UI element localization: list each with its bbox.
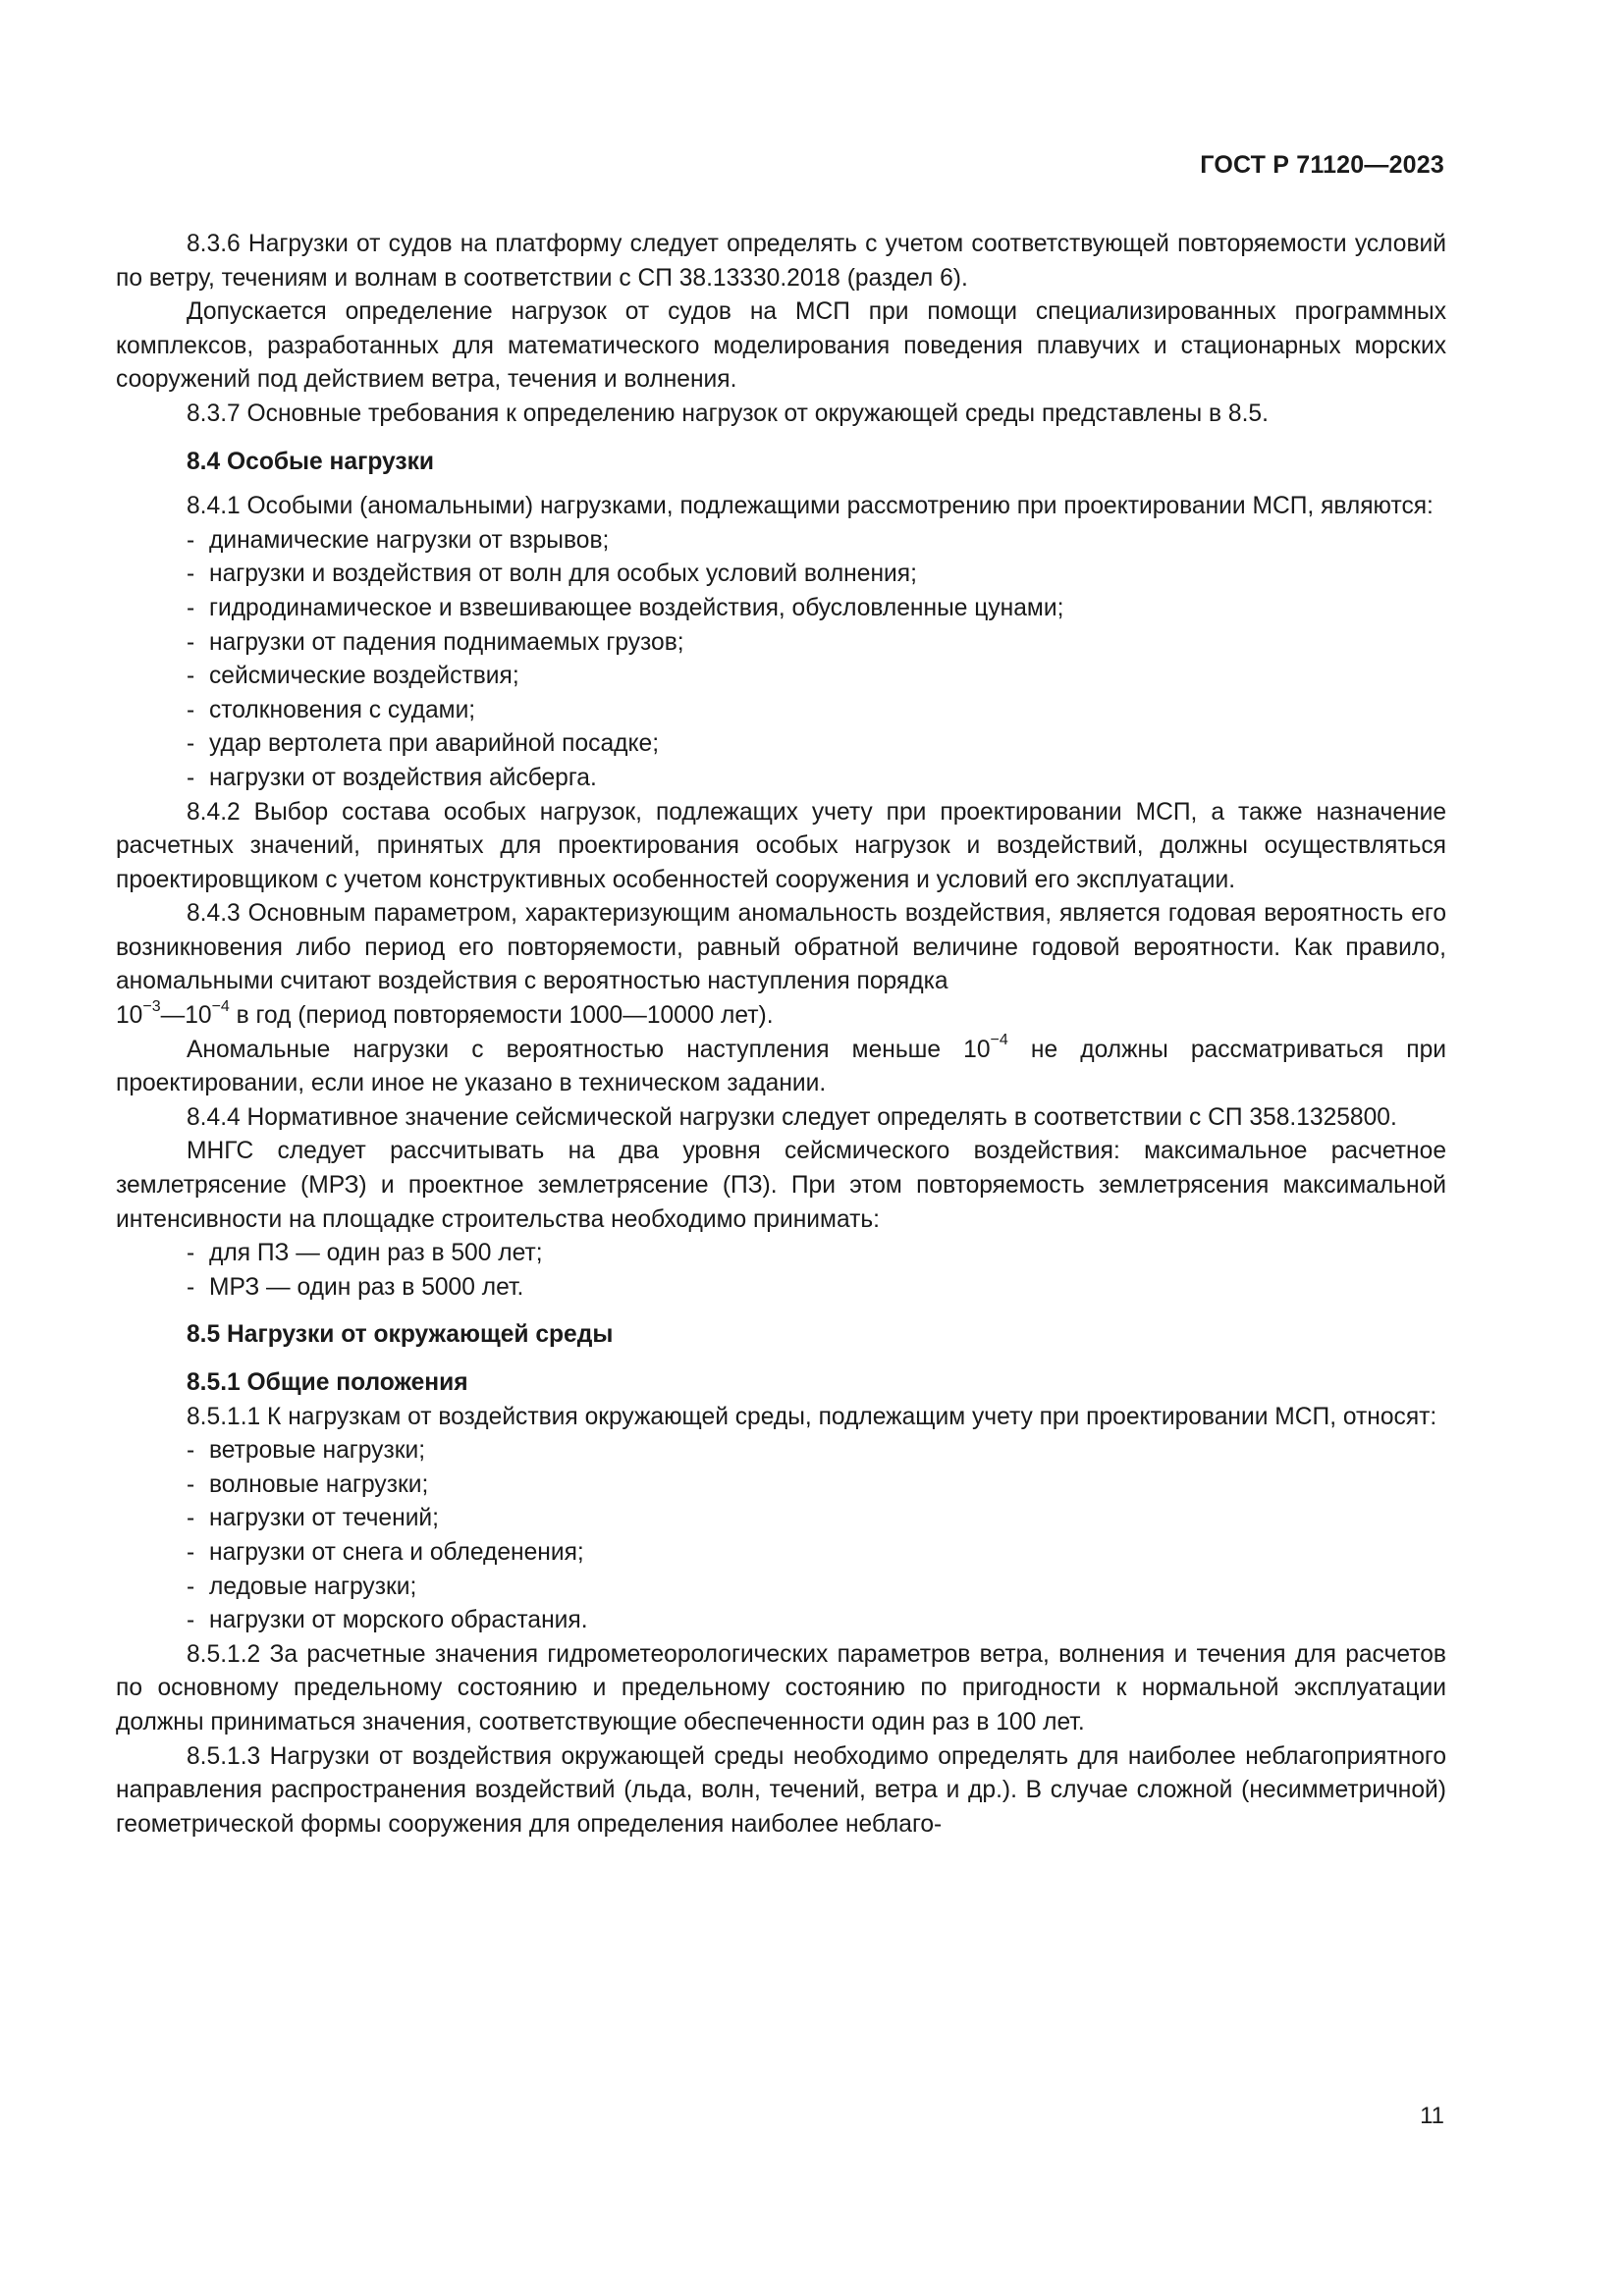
section-heading-8-4: 8.4 Особые нагрузки: [187, 448, 435, 475]
paragraph-8-4-1: 8.4.1 Особыми (аномальными) нагрузками, подлежащими рассмотрению при проектировании МСП, являются:: [187, 493, 1434, 520]
probability-base: 10: [116, 1002, 143, 1030]
paragraph-8-3-7: 8.3.7 Основные требования к определению нагрузок от окружающей среды представлены в 8.5.: [187, 400, 1269, 427]
list-item: - столкновения с судами;: [187, 694, 1446, 728]
list-item: - гидродинамическое и взвешивающее воздействия, обусловленные цунами;: [187, 592, 1446, 626]
probability-range-dash: —10: [160, 1002, 212, 1030]
probability-exponent-2: −4: [211, 997, 230, 1015]
paragraph-8-3-6: 8.3.6 Нагрузки от судов на платформу следует определять с учетом соответствующей повторяемости условий по ветру, течениям и волнам в соответствии с СП 38.13330.2018 (раздел 6).: [116, 231, 1446, 292]
list-item: - сейсмические воздействия;: [187, 660, 1446, 694]
document-body: [116, 228, 1446, 1842]
document-header: ГОСТ Р 71120—2023: [1200, 151, 1444, 179]
paragraph-8-5-1-1: 8.5.1.1 К нагрузкам от воздействия окружающей среды, подлежащим учету при проектировании МСП, относят:: [187, 1403, 1437, 1430]
list-item: - нагрузки от морского обрастания.: [187, 1604, 1446, 1638]
list-item: - нагрузки от воздействия айсберга.: [187, 762, 1446, 796]
paragraph-8-3-6-continued: Допускается определение нагрузок от судов на МСП при помощи специализированных программных комплексов, разработанных для математического моделирования поведения плавучих и стационарных морских сооружений под действием ветра, течения и волнения.: [116, 298, 1446, 394]
paragraph-8-4-3: [116, 897, 1446, 1033]
paragraph-8-5-1-3: 8.5.1.3 Нагрузки от воздействия окружающей среды необходимо определять для наиболее неблагоприятного направления распространения воздействий (льда, волн, течений, ветра и др.). В случае сложной (несимметричной) геометрической формы сооружения для определения наиболее неблаго-: [116, 1742, 1446, 1838]
probability-exponent-1: −3: [142, 997, 161, 1015]
list-8-4-4: [116, 1237, 1446, 1305]
list-item: - волновые нагрузки;: [187, 1468, 1446, 1503]
list-8-4-1: [116, 524, 1446, 796]
paragraph-8-4-3-text: 8.4.3 Основным параметром, характеризующим аномальность воздействия, является годовая вероятность его возникновения либо период его повторяемости, равный обратной величине годовой вероятности. Как правило, аномальными считают воздействия с вероятностью наступления порядка: [116, 900, 1446, 995]
paragraph-8-4-4: 8.4.4 Нормативное значение сейсмической нагрузки следует определять в соответствии с СП 358.1325800.: [187, 1103, 1397, 1131]
list-item: - для ПЗ — один раз в 500 лет;: [187, 1237, 1446, 1271]
list-item: - нагрузки от снега и обледенения;: [187, 1536, 1446, 1571]
paragraph-8-4-2: 8.4.2 Выбор состава особых нагрузок, подлежащих учету при проектировании МСП, а также назначение расчетных значений, принятых для проектирования особых нагрузок и воздействий, должны осуществляться проектировщиком с учетом конструктивных особенностей сооружения и условий его эксплуатации.: [116, 798, 1446, 893]
page-number: 11: [1420, 2103, 1444, 2129]
list-item: - МРЗ — один раз в 5000 лет.: [187, 1271, 1446, 1306]
paragraph-8-4-3b-tail: не должны рассматриваться при проектировании, если иное не указано в техническом задании.: [116, 1036, 1446, 1097]
section-heading-8-5: 8.5 Нагрузки от окружающей среды: [187, 1321, 614, 1349]
list-item: - нагрузки и воздействия от волн для особых условий волнения;: [187, 558, 1446, 592]
paragraph-8-5-1-2: 8.5.1.2 За расчетные значения гидрометеорологических параметров ветра, волнения и течения для расчетов по основному предельному состоянию и предельному состоянию по пригодности к нормальной эксплуатации должны приниматься значения, соответствующие обеспеченности один раз в 100 лет.: [116, 1640, 1446, 1735]
paragraph-8-4-3-tail: в год (период повторяемости 1000—10000 лет).: [229, 1002, 774, 1030]
list-8-5-1-1: [116, 1434, 1446, 1638]
list-item: - нагрузки от течений;: [187, 1502, 1446, 1536]
list-item: - динамические нагрузки от взрывов;: [187, 524, 1446, 559]
paragraph-8-4-4-continued: МНГС следует рассчитывать на два уровня сейсмического воздействия: максимальное расчетное землетрясение (МРЗ) и проектное землетрясение (ПЗ). При этом повторяемость землетрясения максимальной интенсивности на площадке строительства необходимо принимать:: [116, 1138, 1446, 1233]
subsection-heading-8-5-1: 8.5.1 Общие положения: [187, 1369, 468, 1396]
list-item: - ветровые нагрузки;: [187, 1434, 1446, 1468]
probability-exponent-3: −4: [990, 1032, 1008, 1049]
list-item: - ледовые нагрузки;: [187, 1571, 1446, 1605]
paragraph-8-4-3b-text: Аномальные нагрузки с вероятностью наступления меньше 10: [187, 1036, 991, 1063]
paragraph-8-4-3-continued: [116, 1034, 1446, 1101]
list-item: - удар вертолета при аварийной посадке;: [187, 727, 1446, 762]
list-item: - нагрузки от падения поднимаемых грузов;: [187, 626, 1446, 661]
